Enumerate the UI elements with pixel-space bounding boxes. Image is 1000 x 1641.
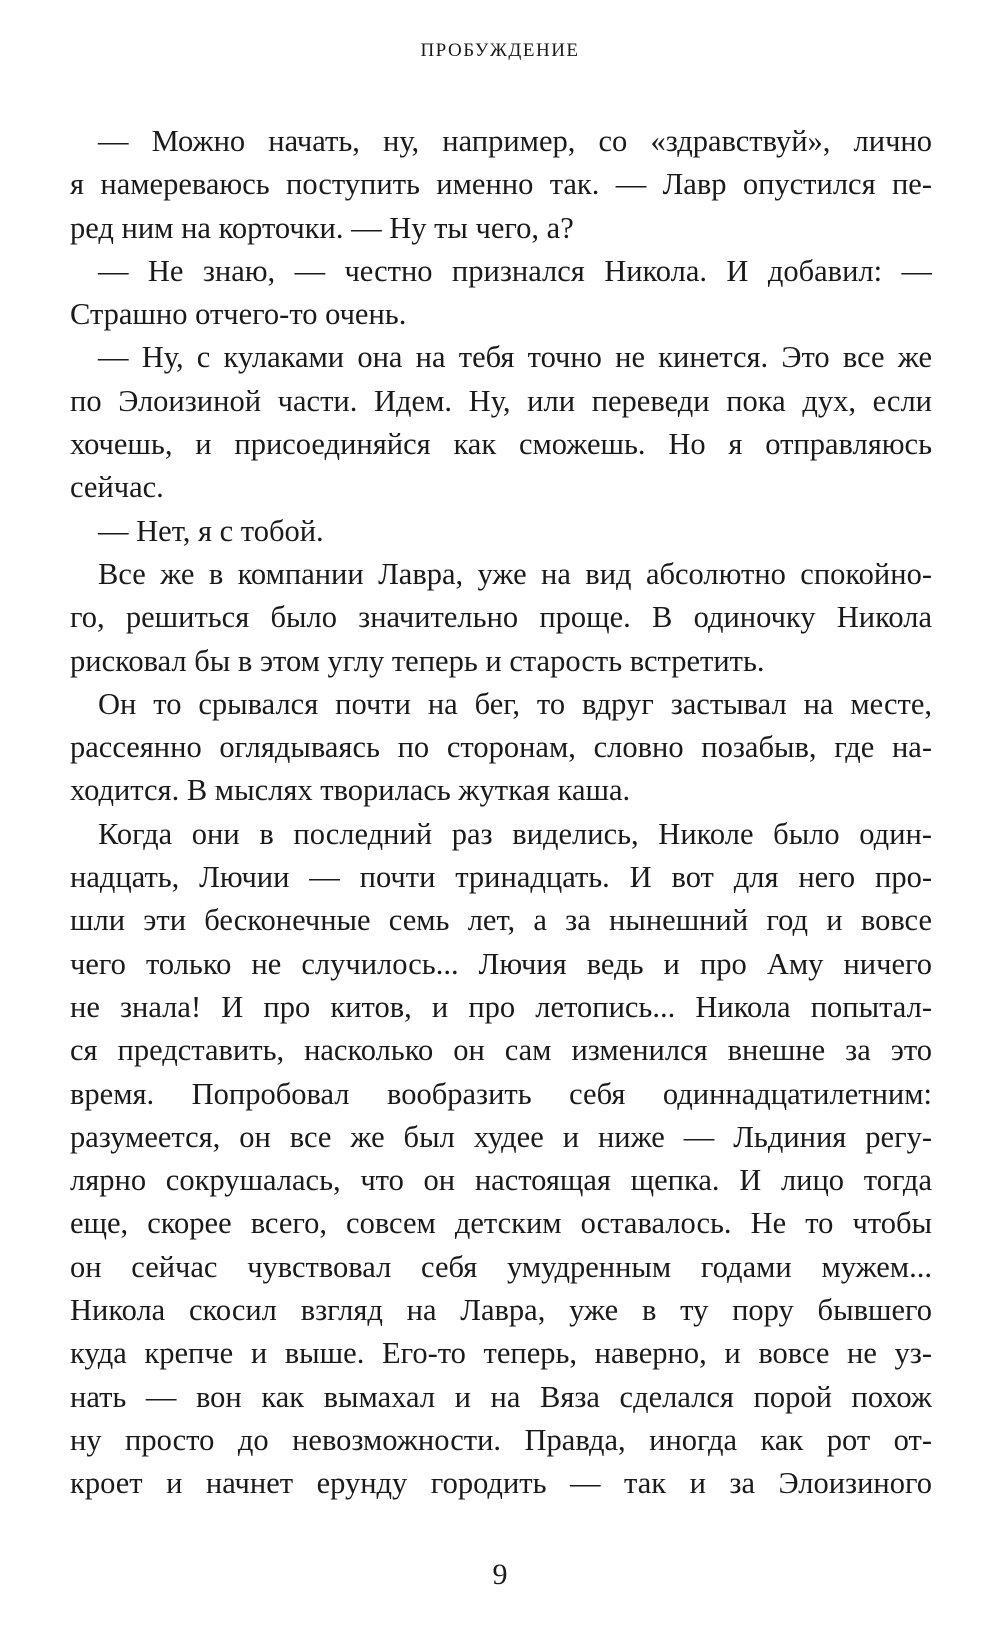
text-line: лярно сокрушалась, что он настоящая щепка. И лицо тогда xyxy=(70,1163,932,1198)
text-line: ну просто до невозможности. Правда, иногда как рот от- xyxy=(70,1422,932,1457)
text-line: — Ну, с кулаками она на тебя точно не кинется. Это все же xyxy=(98,340,932,375)
text-line: еще, скорее всего, совсем детским оставалось. Не то чтобы xyxy=(70,1206,932,1241)
body-text xyxy=(70,120,932,1506)
page-number: 9 xyxy=(492,1558,508,1591)
text-line: ред ним на корточки. — Ну ты чего, а? xyxy=(70,210,574,245)
text-line: он сейчас чувствовал себя умудренным годами мужем... xyxy=(70,1249,932,1284)
text-line: ся представить, насколько он сам изменился внешне за это xyxy=(70,1033,932,1068)
text-line: Все же в компании Лавра, уже на вид абсолютно спокойно- xyxy=(98,556,932,591)
text-line: по Элоизиной части. Идем. Ну, или переведи пока дух, если xyxy=(70,383,932,418)
text-line: рассеянно оглядываясь по сторонам, словно позабыв, где на- xyxy=(70,730,932,765)
text-line: Страшно отчего-то очень. xyxy=(70,297,407,332)
text-line: я намереваюсь поступить именно так. — Лавр опустился пе- xyxy=(70,167,932,202)
text-line: ходится. В мыслях творилась жуткая каша. xyxy=(70,773,631,808)
text-line: Никола скосил взгляд на Лавра, уже в ту пору бывшего xyxy=(70,1293,932,1328)
text-line: не знала! И про китов, и про летопись... Никола попытал- xyxy=(70,989,932,1024)
text-line: шли эти бесконечные семь лет, а за нынешний год и вовсе xyxy=(70,903,932,938)
text-line: го, решиться было значительно проще. В одиночку Никола xyxy=(70,600,932,635)
text-line: сейчас. xyxy=(70,470,164,505)
text-line: — Нет, я с тобой. xyxy=(98,513,324,548)
text-line: рисковал бы в этом углу теперь и старость встретить. xyxy=(70,643,765,678)
text-line: надцать, Лючии — почти тринадцать. И вот для него про- xyxy=(70,860,932,895)
text-line: чего только не случилось... Лючия ведь и про Аму ничего xyxy=(70,946,932,981)
text-line: — Не знаю, — честно признался Никола. И добавил: — xyxy=(98,253,932,288)
text-line: Он то срывался почти на бег, то вдруг застывал на месте, xyxy=(98,686,932,721)
running-head: ПРОБУЖДЕНИЕ xyxy=(420,40,580,61)
text-line: хочешь, и присоединяйся как сможешь. Но я отправляюсь xyxy=(70,427,932,462)
text-line: — Можно начать, ну, например, со «здравствуй», лично xyxy=(98,124,932,158)
text-line: Когда они в последний раз виделись, Николе было один- xyxy=(98,816,932,851)
text-line: время. Попробовал вообразить себя одиннадцатилетним: xyxy=(70,1076,932,1111)
text-line: разумеется, он все же был худее и ниже — Льдиния регу- xyxy=(70,1119,932,1154)
text-line: кроет и начнет ерунду городить — так и за Элоизиного xyxy=(70,1466,932,1501)
text-line: куда крепче и выше. Его-то теперь, наверно, и вовсе не уз- xyxy=(70,1336,932,1371)
text-line: нать — вон как вымахал и на Вяза сделался порой похож xyxy=(70,1379,932,1414)
